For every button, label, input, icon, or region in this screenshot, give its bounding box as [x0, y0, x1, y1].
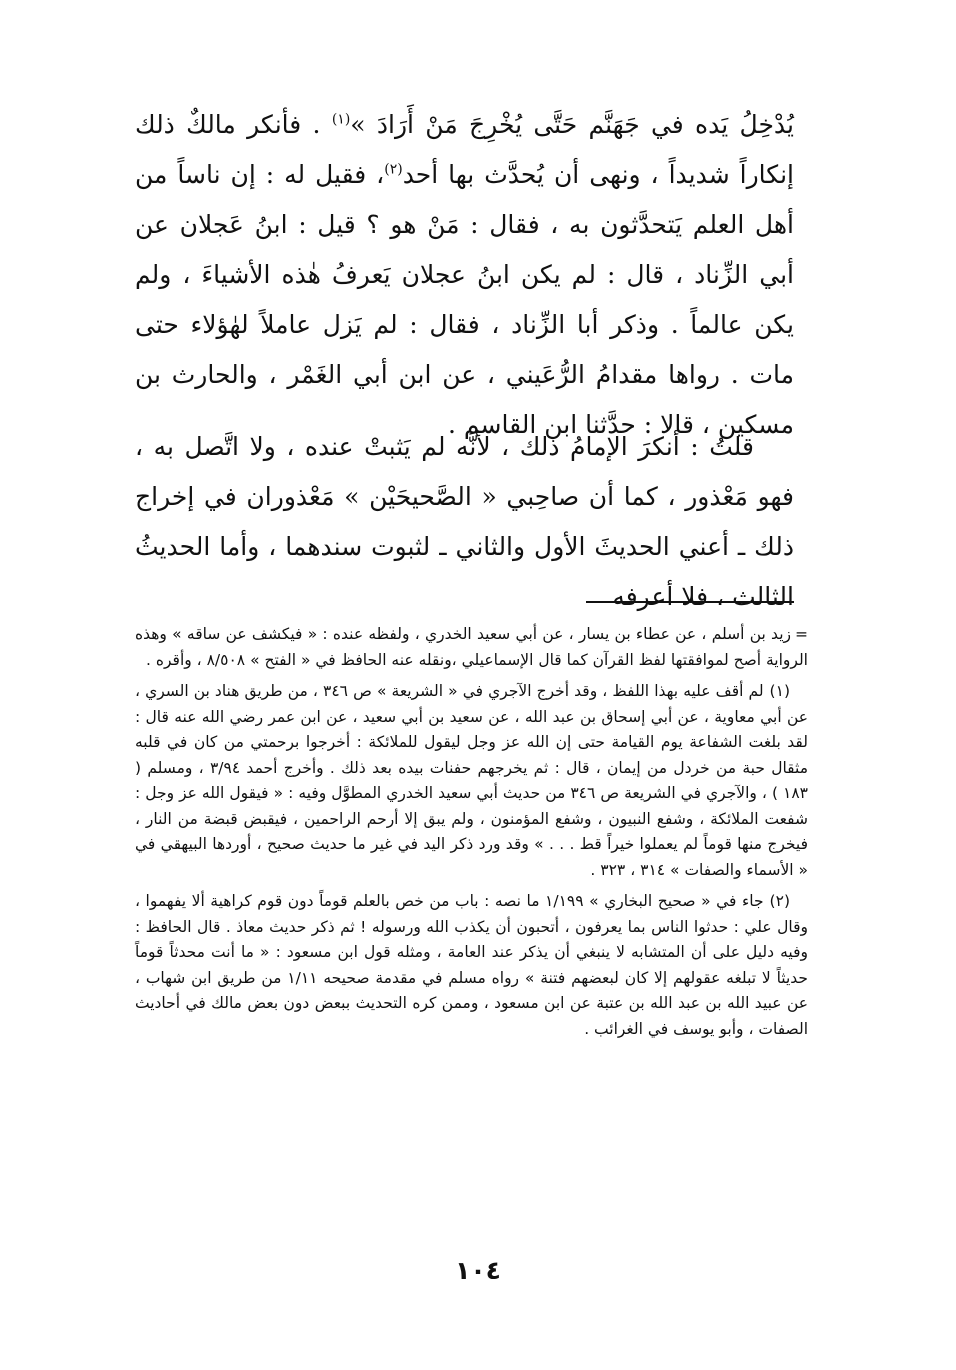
footnote-ref-1: (١) [331, 111, 351, 128]
paragraph1-part-b: . فأنكر مالكٌ ذلك إنكاراً شديداً ، ونهى أن يُحدَّث بها أحد [135, 110, 794, 189]
footnote-continuation [135, 622, 808, 673]
footnote-1-number: (١) [769, 682, 790, 700]
main-paragraph-1 [135, 100, 794, 450]
footnote-2 [135, 889, 808, 1042]
footnote-1-text: لم أقف عليه بهذا اللفظ ، وقد أخرج الآجري في « الشريعة » ص ٣٤٦ ، من طريق هناد بن السري ، عن أبي معاوية ، عن أبي إسحاق بن عبد الله ، عن سعيد بن أبي سعيد ، عن ابن عمر رضي الله عنه قال : لقد بلغت الشفاعة يوم القيامة حتى إن الله عز وجل ليقول للملائكة : أخرجوا برحمتي من كان في قلبه مثقال حبة من خردل من إيمان ، قال : ثم يخرجهم حفنات بيده بعد ذلك . وأخرج أحمد ٣/٩٤ ، ومسلم ( ١٨٣ ) ، والآجري في الشريعة ص ٣٤٦ من حديث أبي سعيد الخدري المطوَّل وفيه : « فيقول الله عز وجل : شفعت الملائكة ، وشفع النبيون ، وشفع المؤمنون ، ولم يبق إلا أرحم الراحمين ، فيقبض قبضة من النار ، فيخرج منها قوماً لم يعملوا خيراً قط . . . » وقد ورد ذكر اليد في غير ما حديث صحيح ، أوردها البيهقي في « الأسماء والصفات » ٣١٤ ، ٣٢٣ . [135, 682, 808, 879]
paragraph1-part-c: ، فقيل له : إن ناساً من أهل العلم يَتحدَّثون به ، فقال : مَنْ هو ؟ قيل : ابنُ عَجلان عن أبي الزِّناد ، قال : لم يكن ابنُ عجلان يَعرفُ هٰذه الأشياءَ ، ولم يكن عالماً . وذكر أبا الزِّناد ، فقال : لم يَزل عاملاً لهٰؤلاء حتى مات . رواها مقدامُ الرُّعَيني ، عن ابن أبي الغَمْر ، والحارث بن مسكين ، قالا : حدَّثنا ابن القاسم . [135, 160, 795, 439]
footnote-separator-line [586, 601, 794, 603]
main-paragraph-2: قلتُ : أنكرَ الإمامُ ذلك ، لأنَّه لم يَثبتْ عنده ، ولا اتَّصل به ، فهو مَعْذور ، كما أن صاحِبي « الصَّحيحَيْن » مَعْذوران في إخراج ذلك ـ أعني الحديثَ الأول والثاني ـ لثبوت سندهما ، وأما الحديثُ الثالث ، فلا أعرفه [135, 432, 794, 611]
paragraph1-part-a: يُدْخِلُ يَده في جَهَنَّم حَتَّى يُخْرِجَ مَنْ أَرَادَ » [350, 110, 794, 139]
footnote-2-number: (٢) [769, 892, 790, 910]
footnotes-section [135, 622, 808, 1048]
footnote-continuation-text: زيد بن أسلم ، عن عطاء بن يسار ، عن أبي سعيد الخدري ، ولفظه عنده : « فيكشف عن ساقه » وهذه الرواية أصح لموافقتها لفظ القرآن كما قال الإسماعيلي ،ونقله عنه الحافظ في « الفتح » ٨/٥٠٨ ، وأقره . [135, 625, 808, 669]
footnote-1 [135, 679, 808, 883]
page-number: ١٠٤ [455, 1256, 501, 1285]
footnote-2-text: جاء في « صحيح البخاري » ١/١٩٩ ما نصه : باب من خص بالعلم قوماً دون قوم كراهية ألا يفهموا ، وقال علي : حدثوا الناس بما يعرفون ، أتحبون أن يكذب الله ورسوله ! ثم ذكر حديث معاذ . قال الحافظ : وفيه دليل على أن المتشابه لا ينبغي أن يذكر عند العامة ، ومثله قول ابن مسعود : « ما أنت محدثاً قوماً حديثاً لا تبلغه عقولهم إلا كان لبعضهم فتنة » رواه مسلم في مقدمة صحيحه ١/١١ من طريق ابن شهاب ، عن عبيد الله بن عبد الله بن عتبة عن ابن مسعود ، وممن كره التحديث ببعض دون بعض مالك في أحاديث الصفات ، وأبو يوسف في الغرائب . [135, 892, 809, 1038]
continuation-marker: = [795, 625, 808, 643]
footnote-ref-2: (٢) [384, 161, 403, 178]
